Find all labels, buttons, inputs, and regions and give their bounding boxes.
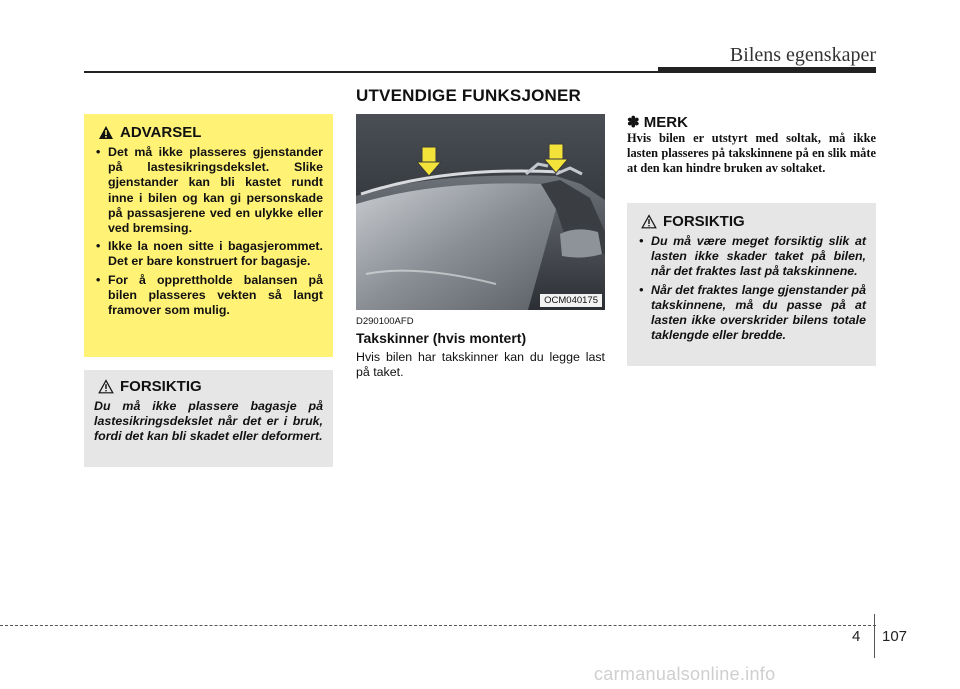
- caution-title-right: FORSIKTIG: [663, 213, 745, 230]
- chapter-number: 4: [852, 628, 861, 645]
- caution-box-right: [627, 203, 876, 366]
- warning-box: [84, 114, 333, 357]
- warning-item-2: • Ikke la noen sitte i bagasjerommet. Det er bare konstruert for bagasje.: [94, 239, 323, 269]
- caution-triangle-icon: [641, 214, 657, 229]
- caution-text-left: Du må ikke plassere bagasje på lastesikringsdekslet når det er i bruk, fordi det kan bli skadet eller deformert.: [94, 399, 323, 444]
- warning-triangle-icon: [98, 125, 114, 140]
- warning-title: ADVARSEL: [120, 124, 202, 141]
- header-rule: [84, 71, 696, 73]
- caution-item-2: • Når det fraktes lange gjenstander på takskinnene, må du passe på at lasten ikke overskrider bilens totale taklengde eller bredde.: [637, 283, 866, 344]
- page-header-title: Bilens egenskaper: [729, 44, 876, 66]
- note-title: ✽ MERK: [627, 114, 688, 131]
- caution-title-left: FORSIKTIG: [120, 378, 202, 395]
- page-number: 107: [882, 628, 908, 645]
- subheading: Takskinner (hvis montert): [356, 330, 527, 346]
- section-code: D290100AFD: [356, 316, 414, 327]
- photo-code-label: OCM040175: [540, 294, 602, 307]
- roof-rack-photo: [356, 114, 605, 310]
- warning-list: [94, 145, 323, 318]
- section-title: UTVENDIGE FUNKSJONER: [356, 86, 582, 105]
- note-text: Hvis bilen er utstyrt med soltak, må ikke lasten plasseres på takskinnene på en slik måte at den kan hindre bruken av soltaket.: [627, 131, 876, 176]
- caution-box-left: [84, 370, 333, 467]
- caution-triangle-icon: [98, 379, 114, 394]
- body-paragraph: Hvis bilen har takskinner kan du legge last på taket.: [356, 350, 605, 379]
- car-roof-illustration: [356, 114, 605, 310]
- warning-header: [98, 124, 323, 141]
- caution-header-right: [641, 213, 866, 230]
- header-rule-bold: [658, 67, 876, 73]
- warning-item-3: • For å opprettholde balansen på bilen plasseres vekten så langt framover som mulig.: [94, 273, 323, 319]
- caution-item-1: • Du må være meget forsiktig slik at lasten ikke skader taket på bilen, når det fraktes last på takskinnene.: [637, 234, 866, 280]
- warning-item-1: • Det må ikke plasseres gjenstander på lastesikringsdekslet. Slike gjenstander kan bli kastet rundt inne i bilen og kan gi personskade på passasjerene ved en ulykke eller ved bremsing.: [94, 145, 323, 236]
- watermark: carmanualsonline.info: [594, 664, 776, 684]
- footer-rule: [0, 625, 876, 626]
- caution-list-right: [637, 234, 866, 343]
- footer-divider: [874, 614, 875, 658]
- caution-header-left: [98, 378, 323, 395]
